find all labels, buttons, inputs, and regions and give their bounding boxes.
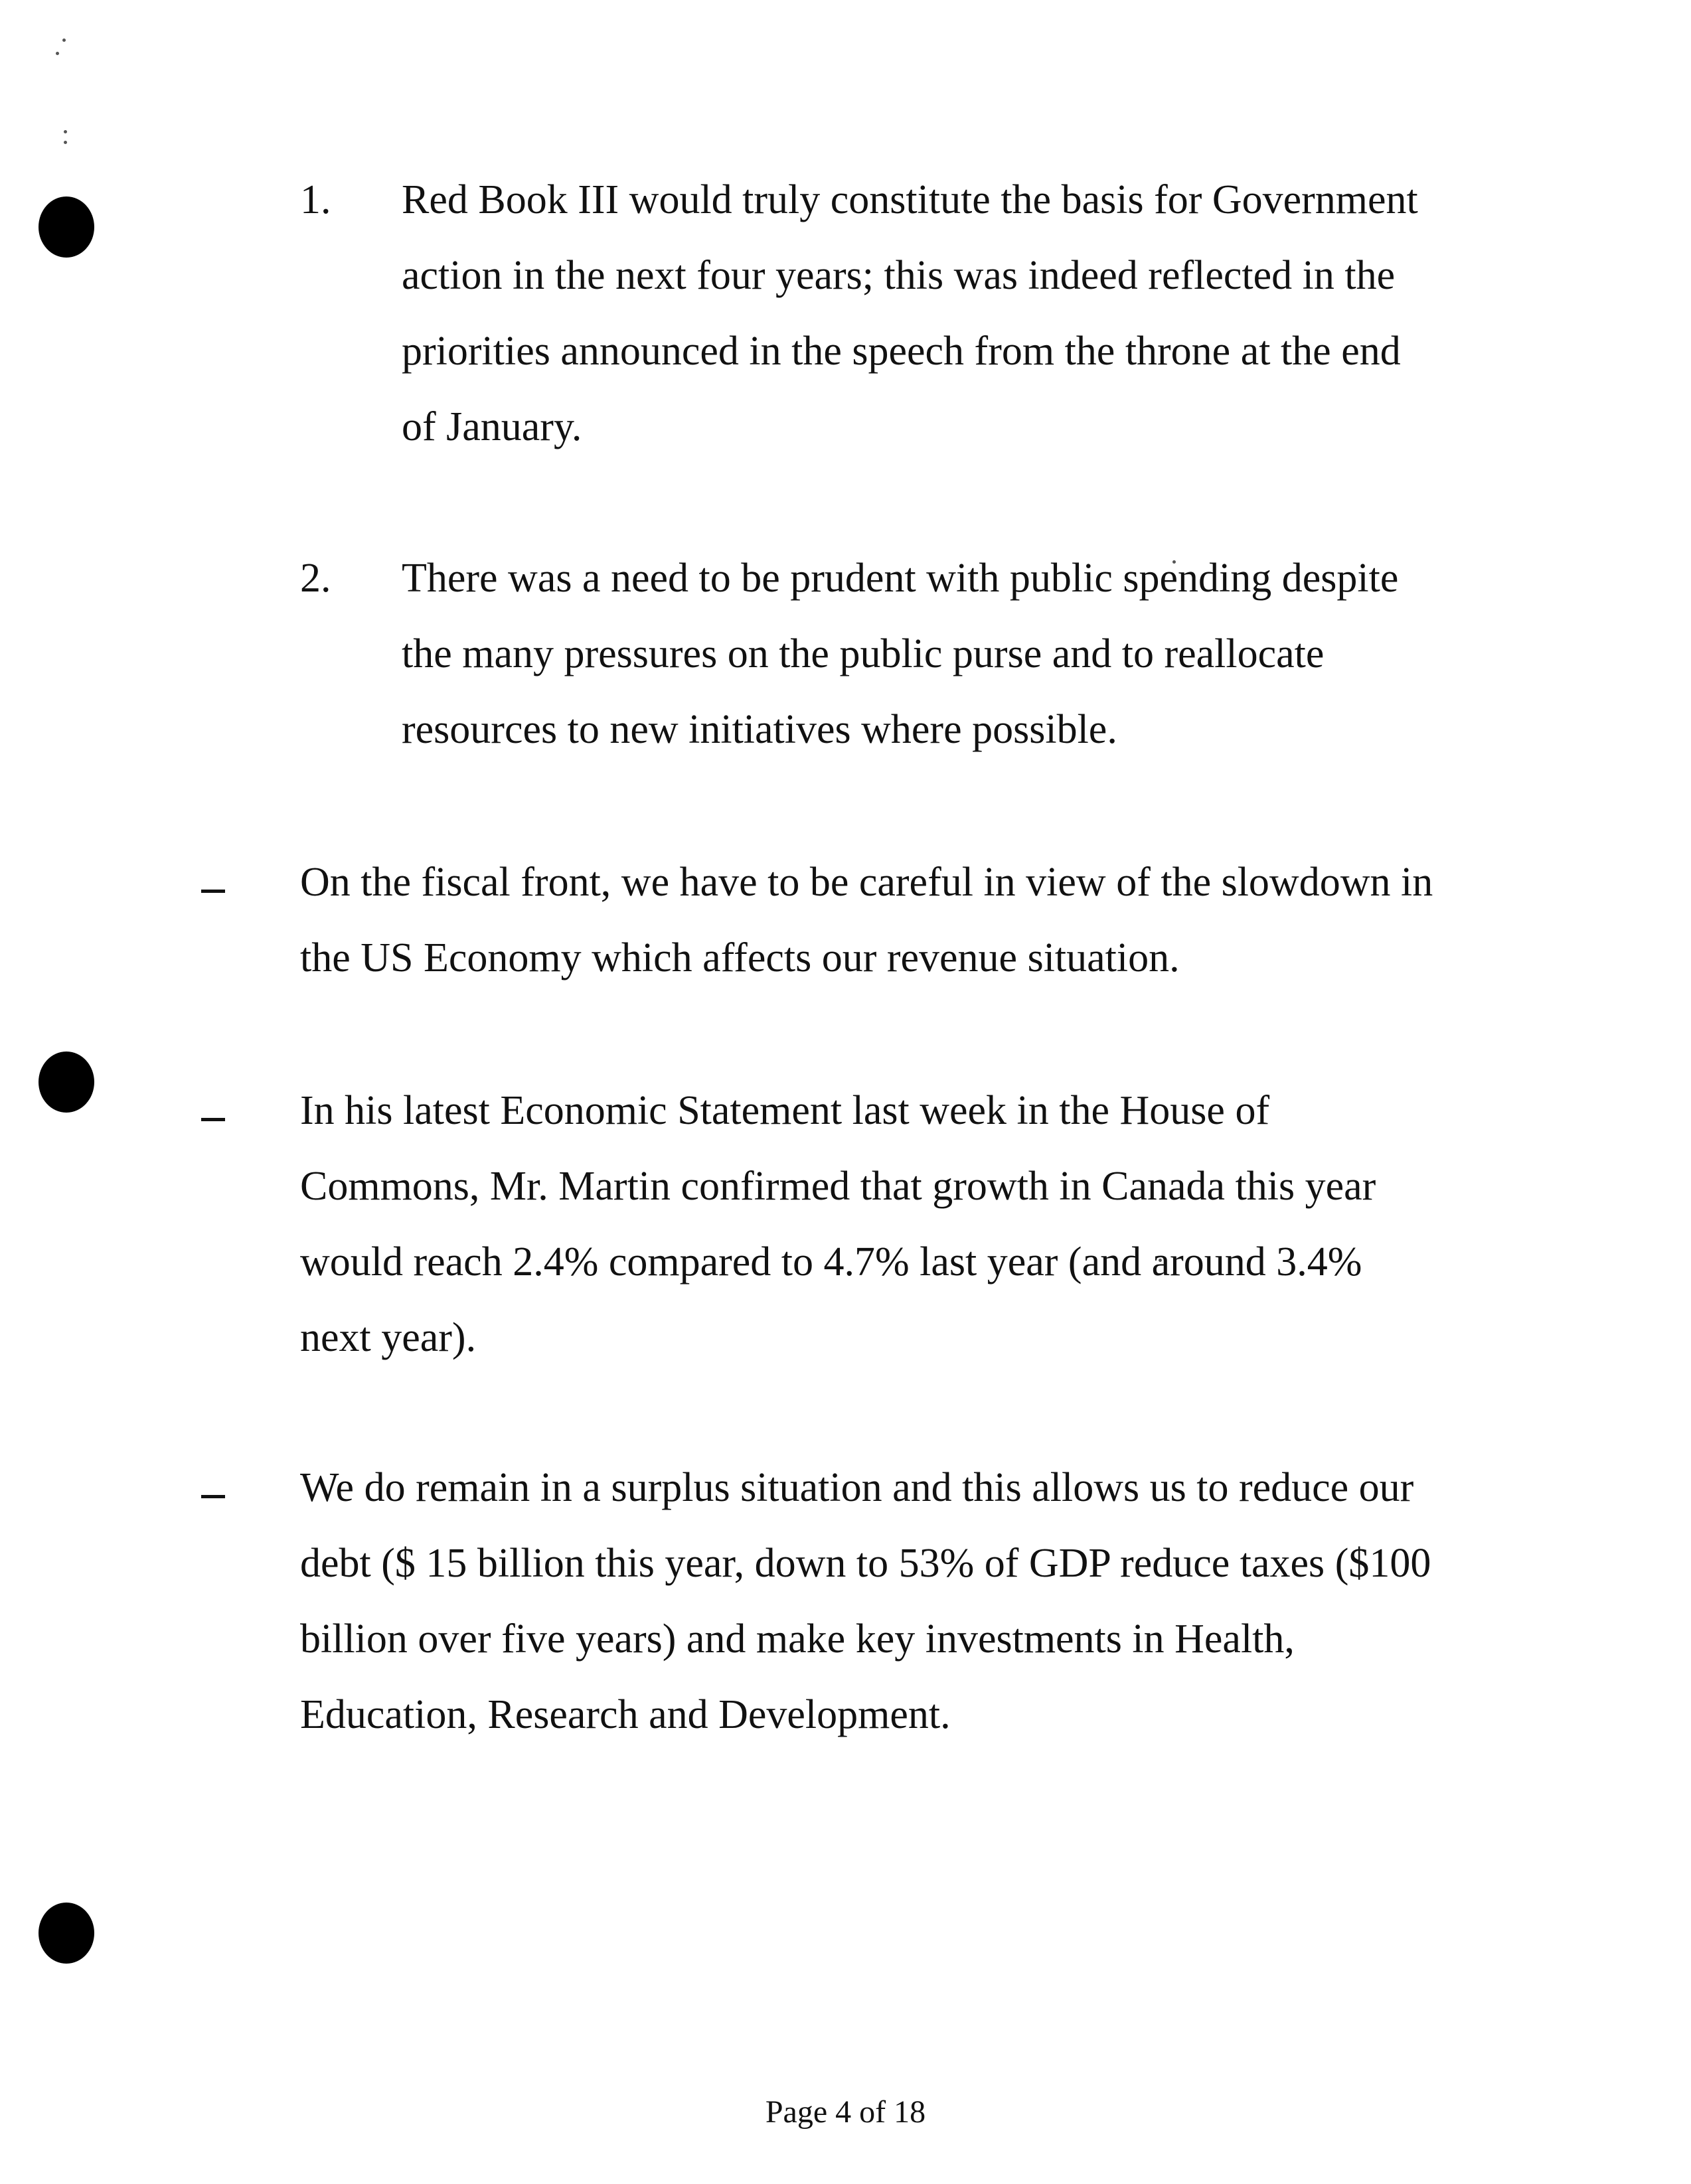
scan-speck bbox=[56, 52, 59, 55]
paragraph-line: There was a need to be prudent with public spending despite bbox=[402, 556, 1399, 601]
paragraph-line: the US Economy which affects our revenue situation. bbox=[300, 935, 1180, 980]
paragraph-line: priorities announced in the speech from the throne at the end bbox=[402, 329, 1401, 374]
page-number: Page 4 of 18 bbox=[765, 2094, 926, 2130]
paragraph-line: In his latest Economic Statement last week in the House of bbox=[300, 1088, 1270, 1133]
paragraph-line: the many pressures on the public purse and to reallocate bbox=[402, 631, 1325, 676]
binder-hole-middle bbox=[39, 1052, 94, 1113]
scan-speck bbox=[62, 39, 66, 42]
paragraph-line: billion over five years) and make key investments in Health, bbox=[300, 1616, 1295, 1662]
scan-speck bbox=[64, 141, 67, 144]
dash-bullet bbox=[201, 890, 225, 893]
paragraph-line: Education, Research and Development. bbox=[300, 1692, 951, 1737]
paragraph-line: resources to new initiatives where possible. bbox=[402, 707, 1117, 752]
dash-bullet bbox=[201, 1495, 225, 1498]
item-number: 1. bbox=[300, 177, 331, 222]
dash-bullet bbox=[201, 1118, 225, 1121]
scan-speck bbox=[64, 130, 67, 133]
paragraph-line: On the fiscal front, we have to be careful in view of the slowdown in bbox=[300, 860, 1433, 905]
paragraph-line: debt ($ 15 billion this year, down to 53% of GDP reduce taxes ($100 bbox=[300, 1541, 1431, 1586]
paragraph-line: of January. bbox=[402, 404, 582, 449]
item-number: 2. bbox=[300, 556, 331, 601]
paragraph-line: action in the next four years; this was indeed reflected in the bbox=[402, 253, 1396, 298]
paragraph-line: next year). bbox=[300, 1315, 477, 1360]
paragraph-line: Red Book III would truly constitute the basis for Government bbox=[402, 177, 1418, 222]
paragraph-line: Commons, Mr. Martin confirmed that growth in Canada this year bbox=[300, 1164, 1376, 1209]
binder-hole-top bbox=[39, 196, 94, 258]
binder-hole-bottom bbox=[39, 1903, 94, 1964]
paragraph-line: would reach 2.4% compared to 4.7% last year (and around 3.4% bbox=[300, 1239, 1362, 1285]
paragraph-line: We do remain in a surplus situation and this allows us to reduce our bbox=[300, 1465, 1414, 1510]
